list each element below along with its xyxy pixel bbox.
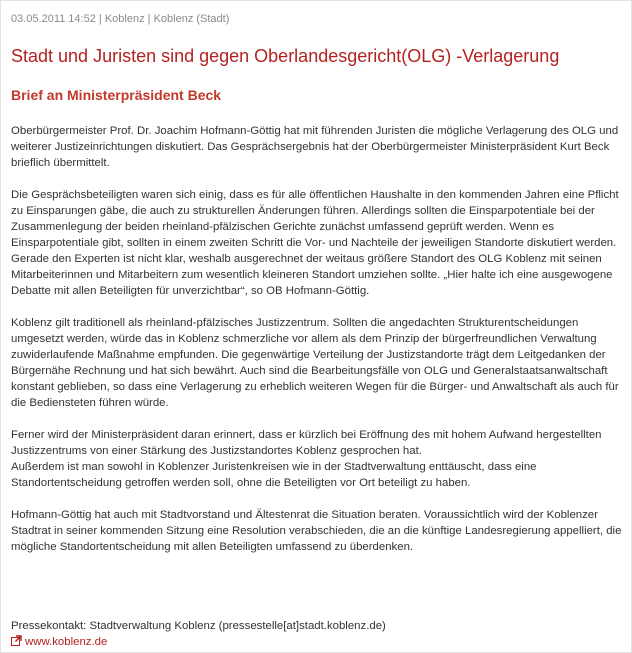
website-link[interactable] xyxy=(11,634,107,650)
paragraph-2: Die Gesprächsbeteiligten waren sich einig, dass es für alle öffentlichen Haushalte in den kommenden Jahren eine Pflicht zu Einsparungen gäbe, die auch zu strukturellen Änderungen führen. Allerdings sollten die Einsparpotentiale bei der Zusammenlegung der beiden rheinland-pfälzischen Gerichte zunächst umfassend geprüft werden. Wenn es Einsparpotentiale gibt, sollten in einem zweiten Schritt die Vor- und Nachteile der jeweiligen Standorte diskutiert werden. Gerade den Experten ist nicht klar, weshalb ausgerechnet der weitaus größere Standort des OLG Koblenz mit seinen Mitarbeiterinnen und Mitarbeitern zum wesentlich kleineren Standort umziehen sollte. „Hier halte ich eine ausgewogene Debatte mit allen Beteiligten für unverzichtbar“, so OB Hofmann-Göttig. xyxy=(11,189,619,297)
article-body xyxy=(11,123,623,571)
meta-separator: | xyxy=(98,13,102,25)
press-contact: Pressekontakt: Stadtverwaltung Koblenz (pressestelle[at]stadt.koblenz.de) xyxy=(11,620,386,632)
article-date: 03.05.2011 14:52 xyxy=(11,13,96,25)
category-koblenz-stadt: Koblenz (Stadt) xyxy=(153,13,230,25)
paragraph-1: Oberbürgermeister Prof. Dr. Joachim Hofmann-Göttig hat mit führenden Juristen die mögliche Verlagerung des OLG und weiterer Justizeinrichtungen diskutiert. Das Gesprächsergebnis hat der Oberbürgermeister Ministerpräsident Kurt Beck brieflich übermittelt. xyxy=(11,125,619,169)
external-link-icon xyxy=(11,635,22,646)
paragraph-3: Koblenz gilt traditionell als rheinland-pfälzisches Justizzentrum. Sollten die angedachten Strukturentscheidungen umgesetzt werden, würde das in Koblenz schmerzliche vor allem als dem Prinzip der bürgerfreundlichen Verwaltung zuwiderlaufende Maßnahme empfunden. Die gegenwärtige Verteilung der Justizstandorte trägt dem Leitgedanken der Bürgernähe Rechnung und hat sich bewährt. Auch sind die Bearbeitungsfälle von OLG und Generalstaatsanwaltschaft konstant geblieben, so dass eine Verlagerung zu erheblich weiteren Wegen für die Bürger- und Anwaltschaft als auch für die Bediensteten führen würde. xyxy=(11,317,619,409)
meta-separator: | xyxy=(147,13,151,25)
paragraph-5: Hofmann-Göttig hat auch mit Stadtvorstand und Ältestenrat die Situation beraten. Voraussichtlich wird der Koblenzer Stadtrat in seiner kommenden Sitzung eine Resolution verabschieden, die an die künftige Landesregierung appelliert, die mögliche Standortentscheidung mit allen Beteiligten umfassend zu überdenken. xyxy=(11,509,622,553)
category-koblenz: Koblenz xyxy=(104,13,145,25)
paragraph-4: Ferner wird der Ministerpräsident daran erinnert, dass er kürzlich bei Eröffnung des mit hohem Aufwand hergestellten Justizzentrums von einer Stärkung des Justizstandortes Koblenz gesprochen hat. Außerdem ist man sowohl in Koblenzer Juristenkreisen wie in der Stadtverwaltung enttäuscht, dass eine Standortentscheidung getroffen werden soll, ohne die Beteiligten vor Ort beteiligt zu haben. xyxy=(11,429,602,489)
article-title: Stadt und Juristen sind gegen Oberlandesgericht(OLG) -Verlagerung xyxy=(11,46,560,66)
article-subtitle: Brief an Ministerpräsident Beck xyxy=(11,87,222,103)
website-link-text: www.koblenz.de xyxy=(25,636,108,648)
article-meta xyxy=(11,13,229,25)
